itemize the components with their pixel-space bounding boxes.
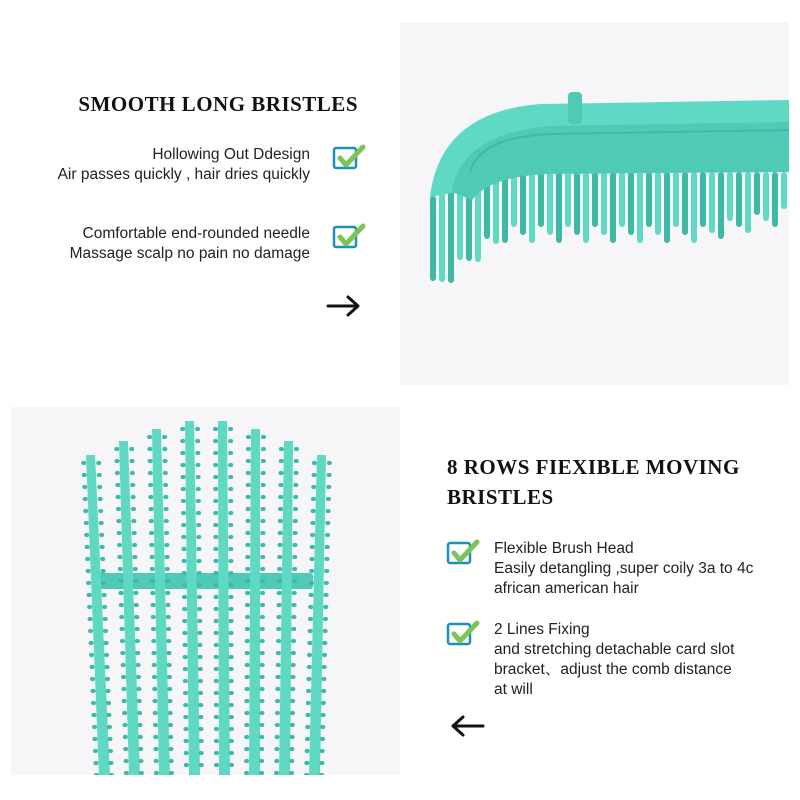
heading-line: BRISTLES xyxy=(447,485,554,509)
bristle xyxy=(655,172,661,235)
bristle xyxy=(763,172,769,221)
bristle xyxy=(574,172,580,235)
feature-line: and stretching detachable card slot xyxy=(494,641,735,658)
bristle xyxy=(664,172,670,243)
bristle xyxy=(691,172,697,243)
bristle xyxy=(520,172,526,235)
bristle xyxy=(610,172,616,243)
bristle xyxy=(583,172,589,243)
bristle xyxy=(565,172,571,227)
bristle xyxy=(511,172,517,227)
bristle-row xyxy=(213,421,234,775)
bristle xyxy=(556,172,562,243)
bristle-row xyxy=(244,429,266,775)
bristle xyxy=(502,172,508,243)
feature-hollow-design xyxy=(58,145,310,185)
arrow-left-icon xyxy=(447,713,487,739)
bristle xyxy=(673,172,679,227)
arrow-right-icon xyxy=(324,293,364,319)
section-bottom-heading xyxy=(447,452,787,512)
checkbox-check-icon xyxy=(446,619,480,649)
bristle xyxy=(682,172,688,235)
bristle xyxy=(727,172,733,221)
bristle xyxy=(430,196,436,281)
feature-line: Easily detangling ,super coily 3a to 4c xyxy=(494,560,754,577)
feature-line: african american hair xyxy=(494,580,639,597)
bristle xyxy=(637,172,643,243)
bristle-row xyxy=(304,455,332,775)
feature-flexible-head xyxy=(494,539,753,599)
checkbox-check-icon xyxy=(332,222,366,252)
feature-title: 2 Lines Fixing xyxy=(494,621,590,638)
bristle xyxy=(529,172,535,243)
bristle-row xyxy=(114,441,144,775)
feature-description: Air passes quickly , hair dries quickly xyxy=(57,166,310,183)
checkbox-check-icon xyxy=(332,143,366,173)
bristle xyxy=(448,188,454,283)
bristle-row xyxy=(180,421,204,775)
section-top-heading: SMOOTH LONG BRISTLES xyxy=(78,92,358,116)
bristle xyxy=(601,172,607,235)
brush-rows-front-view-photo xyxy=(11,407,400,775)
bristle xyxy=(646,172,652,227)
bristle-row xyxy=(147,429,174,775)
bristle-row xyxy=(274,441,299,775)
feature-title: Hollowing Out Ddesign xyxy=(152,146,310,163)
feature-title: Comfortable end-rounded needle xyxy=(82,225,310,242)
bristle xyxy=(772,172,778,227)
bristle xyxy=(592,172,598,227)
bristle xyxy=(439,192,445,282)
bristle xyxy=(547,172,553,235)
bristle xyxy=(781,172,787,209)
bristle xyxy=(700,172,706,227)
brush-side-view-photo xyxy=(400,22,789,385)
bristle xyxy=(538,172,544,227)
bristle xyxy=(619,172,625,227)
feature-description: Massage scalp no pain no damage xyxy=(69,245,310,262)
bristle xyxy=(628,172,634,235)
feature-line: at will xyxy=(494,681,533,698)
bristle-row xyxy=(81,455,114,775)
bristle xyxy=(745,172,751,233)
feature-two-lines-fixing xyxy=(494,620,734,700)
feature-end-rounded-needle xyxy=(70,224,310,264)
bristle xyxy=(754,172,760,215)
bristle xyxy=(718,172,724,239)
feature-line: bracket、adjust the comb distance xyxy=(494,661,732,678)
bristle xyxy=(709,172,715,233)
bristle xyxy=(736,172,742,227)
heading-line: 8 ROWS FIEXIBLE MOVING xyxy=(447,455,740,479)
feature-title: Flexible Brush Head xyxy=(494,540,634,557)
checkbox-check-icon xyxy=(446,538,480,568)
